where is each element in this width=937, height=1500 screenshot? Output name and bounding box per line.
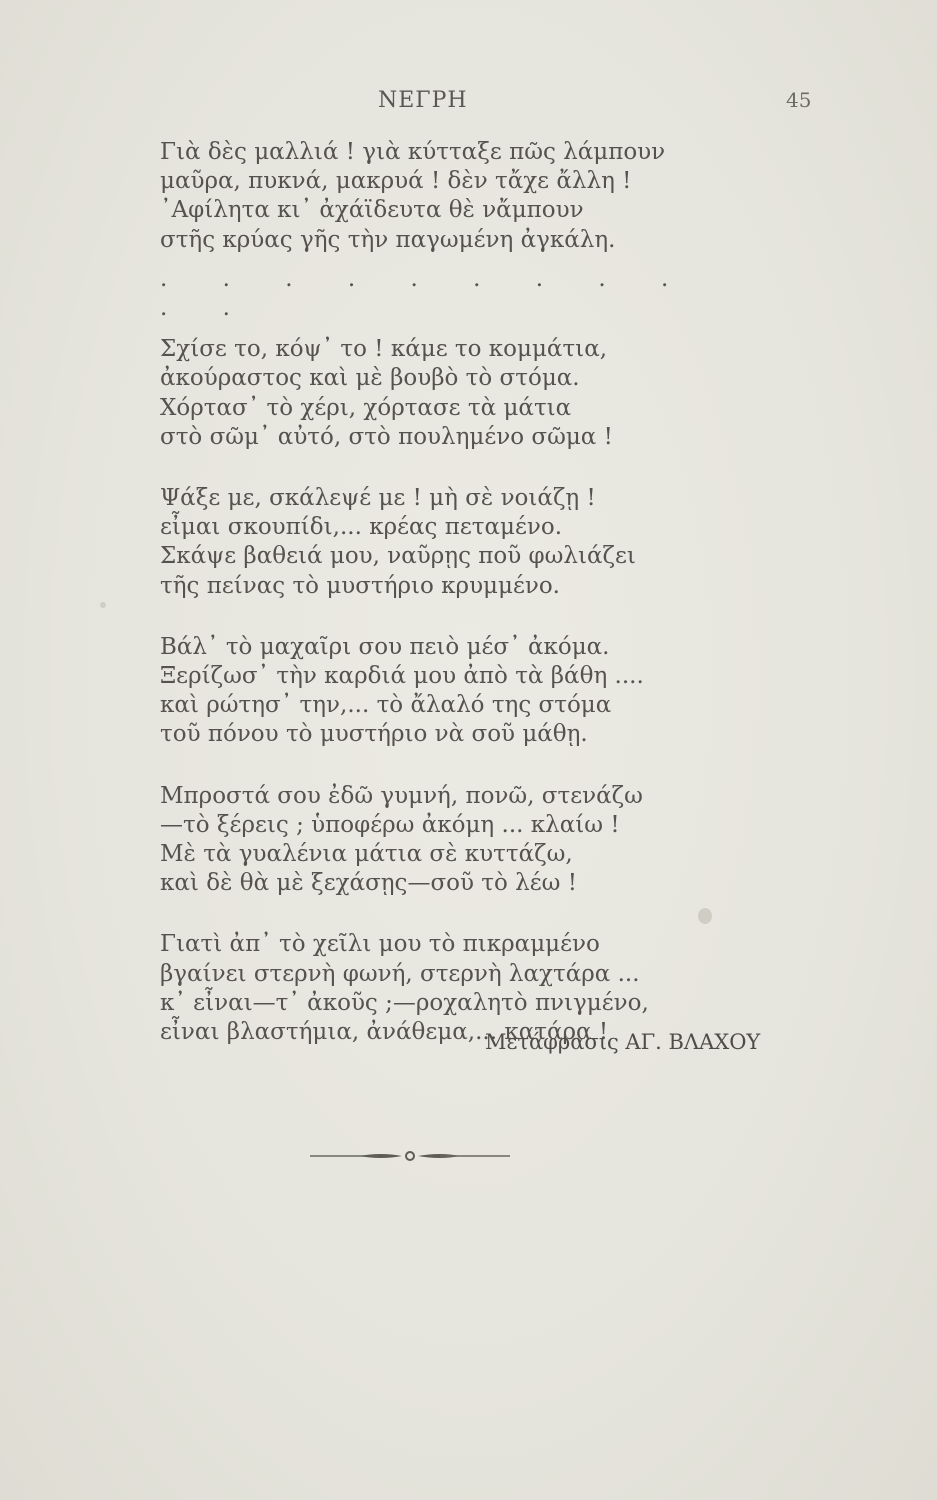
poem-line: στὸ σῶμ᾿ αὐτό, στὸ πουλημένο σῶμα ! [160, 423, 613, 450]
paper-speck [698, 908, 712, 924]
poem-line: —τὸ ξέρεις ; ὑποφέρω ἀκόμη ... κλαίω ! [160, 811, 620, 838]
poem-line: εἶμαι σκουπίδι,... κρέας πεταμένο. [160, 514, 563, 541]
stanza-3 [160, 484, 720, 601]
poem-line: βγαίνει στερνὴ φωνή, στερνὴ λαχτάρα ... [160, 960, 640, 987]
ellipsis-dots: . . . . . . . . . . . [160, 265, 693, 322]
poem-line: Μὲ τὰ γυαλένια μάτια σὲ κυττάζω, [160, 841, 573, 868]
paper-speck [100, 602, 106, 608]
poem-line: Βάλ᾿ τὸ μαχαῖρι σου πειὸ μέσ᾿ ἀκόμα. [160, 633, 610, 660]
poem-line: καὶ ρώτησ᾿ την,... τὸ ἄλαλό της στόμα [160, 692, 612, 719]
poem-line: ᾿Αφίλητα κι᾿ ἀχάϊδευτα θὲ νἄμπουν [160, 197, 584, 224]
poem-line: καὶ δὲ θὰ μὲ ξεχάσῃς—σοῦ τὸ λέω ! [160, 870, 577, 897]
translator-signature: Μετάφρασις ΑΓ. ΒΛΑΧΟΥ [485, 1030, 761, 1054]
page-number: 45 [786, 88, 812, 112]
poem-line: μαῦρα, πυκνά, μακρυά ! δὲν τἄχε ἄλλη ! [160, 168, 632, 195]
stanza-2 [160, 265, 720, 452]
poem-line: τῆς πείνας τὸ μυστήριο κρυμμένο. [160, 572, 560, 599]
poem-body [160, 138, 720, 1079]
poem-line: Χόρτασ᾿ τὸ χέρι, χόρτασε τὰ μάτια [160, 394, 572, 421]
poem-line: Γιατὶ ἀπ᾿ τὸ χεῖλι μου τὸ πικραμμένο [160, 931, 600, 958]
stanza-5 [160, 782, 720, 899]
poem-line: Ψάξε με, σκάλεψέ με ! μὴ σὲ νοιάζῃ ! [160, 485, 596, 512]
poem-line: Σκάψε βαθειά μου, ναῦρῃς ποῦ φωλιάζει [160, 543, 636, 570]
poem-line: Μπροστά σου ἐδῶ γυμνή, πονῶ, στενάζω [160, 782, 643, 809]
poem-line: στῆς κρύας γῆς τὴν παγωμένη ἀγκάλη. [160, 226, 616, 253]
poem-line: τοῦ πόνου τὸ μυστήριο νὰ σοῦ μάθῃ. [160, 721, 588, 748]
running-head [0, 88, 937, 118]
running-title: ΝΕΓΡΗ [378, 88, 468, 113]
stanza-1 [160, 138, 720, 255]
poem-line: εἶναι βλαστήμια, ἀνάθεμα,... κατάρα ! [160, 1019, 609, 1046]
poem-line: Ξερίζωσ᾿ τὴν καρδιά μου ἀπὸ τὰ βάθη .... [160, 663, 644, 690]
poem-line: Γιὰ δὲς μαλλιά ! γιὰ κύτταξε πῶς λάμπουν [160, 139, 666, 165]
poem-line: Σχίσε το, κόψ᾿ το ! κάμε το κομμάτια, [160, 336, 608, 363]
ornament-divider [310, 1150, 510, 1162]
poem-line: ἀκούραστος καὶ μὲ βουβὸ τὸ στόμα. [160, 365, 580, 392]
poem-line: κ᾿ εἶναι—τ᾿ ἀκοῦς ;—ροχαλητὸ πνιγμένο, [160, 989, 649, 1016]
stanza-4 [160, 633, 720, 750]
